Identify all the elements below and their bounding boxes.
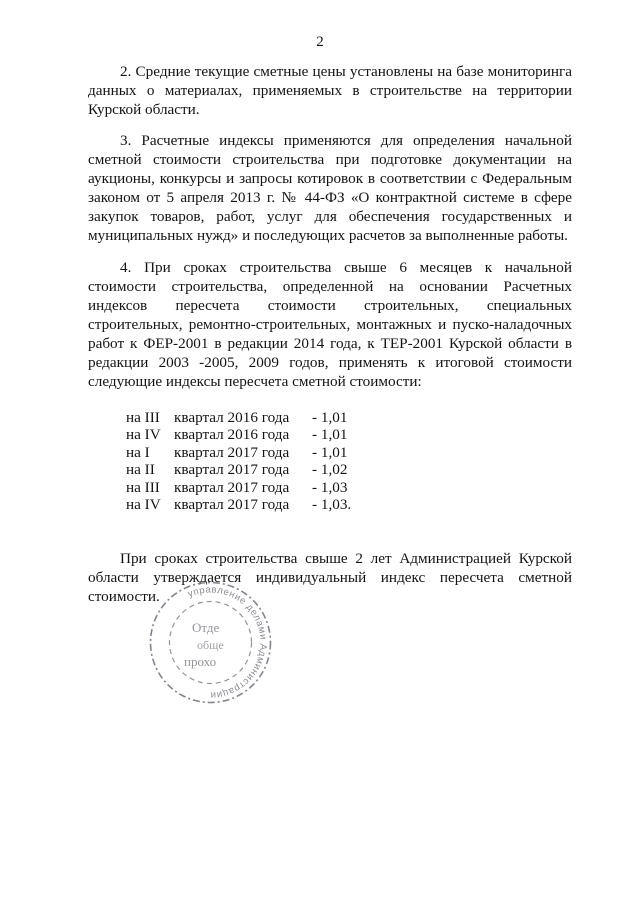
quarter-period: квартал 2017 года [174,443,290,461]
quarter-period: квартал 2017 года [174,461,290,479]
index-value: - 1,01 [312,409,348,426]
stamp-line-1: Отде [192,620,220,635]
quarter-period: квартал 2017 года [174,478,290,496]
table-row [126,461,351,478]
quarter-prefix: на III [126,478,160,496]
quarter-prefix: на IV [126,496,161,514]
paragraph-3-indices-usage: 3. Расчетные индексы применяются для определения начальной сметной стоимости строительства при подготовке документации на аукционы, конкурсы и запросы котировок в соответствии с Федеральным законом от 5 апреля 2013 г. № 44-ФЗ «О контрактной системе в сфере закупок товаров, работ, услуг для обеспечения государственных и муниципальных нужд» и последующих расчетов за выполненные работы. [88,132,572,244]
stamp-line-3: прохо [184,654,217,669]
index-value: - 1,01 [312,426,348,444]
stamp-ring-textpath: управление делами Администрации [186,584,269,701]
page-number: 2 [316,34,324,50]
index-value: - 1,01 [312,443,348,461]
table-row [126,444,351,461]
paragraph-4-construction-terms: 4. При сроках строительства свыше 6 месяцев к начальной стоимости строительства, определенной на основании Расчетных индексов пересчета стоимости строительных, специальных строительных, ремонтно-строительных, монтажных и пуско-наладочных работ к ФЕР-2001 в редакции 2014 года, к ТЕР-2001 Курской области в редакции 2003 -2005, 2009 годов, применять к итоговой стоимости следующие индексы пересчета сметной стоимости: [88,259,572,390]
table-row [126,409,351,426]
quarter-period: квартал 2016 года [174,426,290,444]
index-table [126,409,351,513]
quarter-period: квартал 2016 года [174,409,290,426]
table-row [126,479,351,496]
quarter-prefix: на IV [126,426,161,444]
paragraph-2-prices: 2. Средние текущие сметные цены установлены на базе мониторинга данных о материалах, применяемых в строительстве на территории Курской области. [88,63,572,118]
official-stamp [148,580,273,705]
index-value: - 1,02 [312,461,348,479]
table-row [126,496,351,513]
index-value: - 1,03 [312,478,348,496]
quarter-prefix: на II [126,461,155,479]
paragraph-individual-index: При сроках строительства свыше 2 лет Администрацией Курской области утверждается индивидуальный индекс пересчета сметной стоимости. [88,550,572,605]
quarter-prefix: на III [126,409,160,426]
quarter-prefix: на I [126,443,150,461]
quarter-period: квартал 2017 года [174,496,290,514]
table-row [126,426,351,443]
stamp-line-2: обще [197,638,224,652]
index-value: - 1,03. [312,496,352,514]
